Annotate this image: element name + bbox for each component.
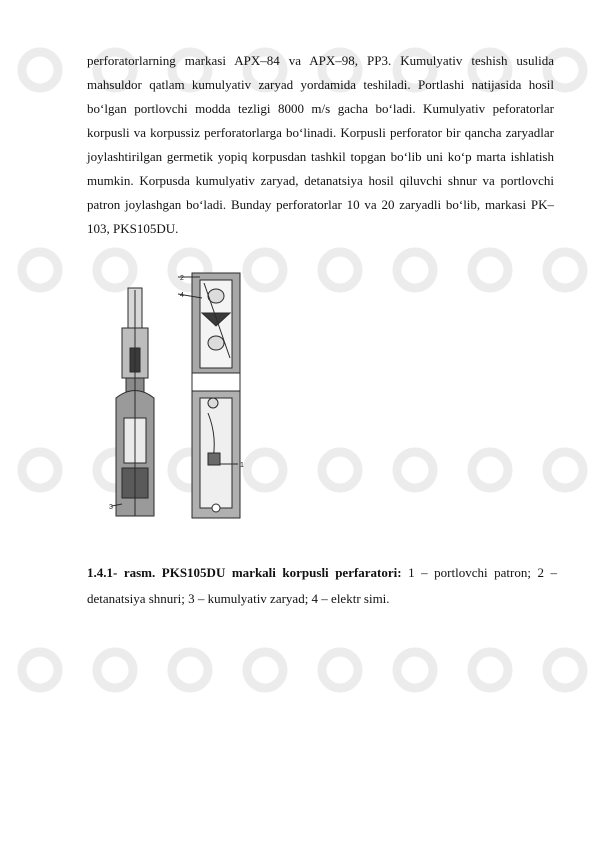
figure-caption: [87, 560, 557, 612]
right-perforator-drawing: [178, 273, 240, 518]
callout-label: 2: [180, 275, 184, 282]
body-paragraph: perforatorlarning markasi APX–84 va APX–98, PP3. Kumulyativ teshish usulida mahsuldor qatlam kumulyativ zaryad yordamida teshiladi. Portlashi natijasida hosil bo‘lgan portlovchi modda tezligi 8000 m/s gacha bo‘ladi. Kumulyativ peforatorlar korpusli va korpussiz perforatorlarga bo‘linadi. Korpusli perforator bir qancha zaryadlar joylashtirilgan germetik yopiq korpusdan tashkil topgan bo‘lib uni ko‘p marta ishlatish mumkin. Korpusda kumulyativ zaryad, detanatsiya hosil qiluvchi shnur va portlovchi patron joylashgan bo‘ladi. Bunday perforatorlar 10 va 20 zaryadli bo‘lib, markasi PK–103, PKS105DU.: [87, 53, 554, 236]
callout-label: 1: [240, 462, 244, 469]
callout-label: 4: [180, 292, 184, 299]
left-perforator-drawing: [112, 288, 154, 516]
caption-title: 1.4.1- rasm. PKS105DU markali korpusli perfaratori:: [87, 565, 402, 580]
perforator-diagram: [108, 268, 268, 523]
callout-label: 3: [109, 504, 113, 511]
caption-text: 1 – portlovchi patron; 2 – detanatsiya shnuri; 3 – kumulyativ zaryad; 4 – elektr simi.: [87, 565, 557, 606]
